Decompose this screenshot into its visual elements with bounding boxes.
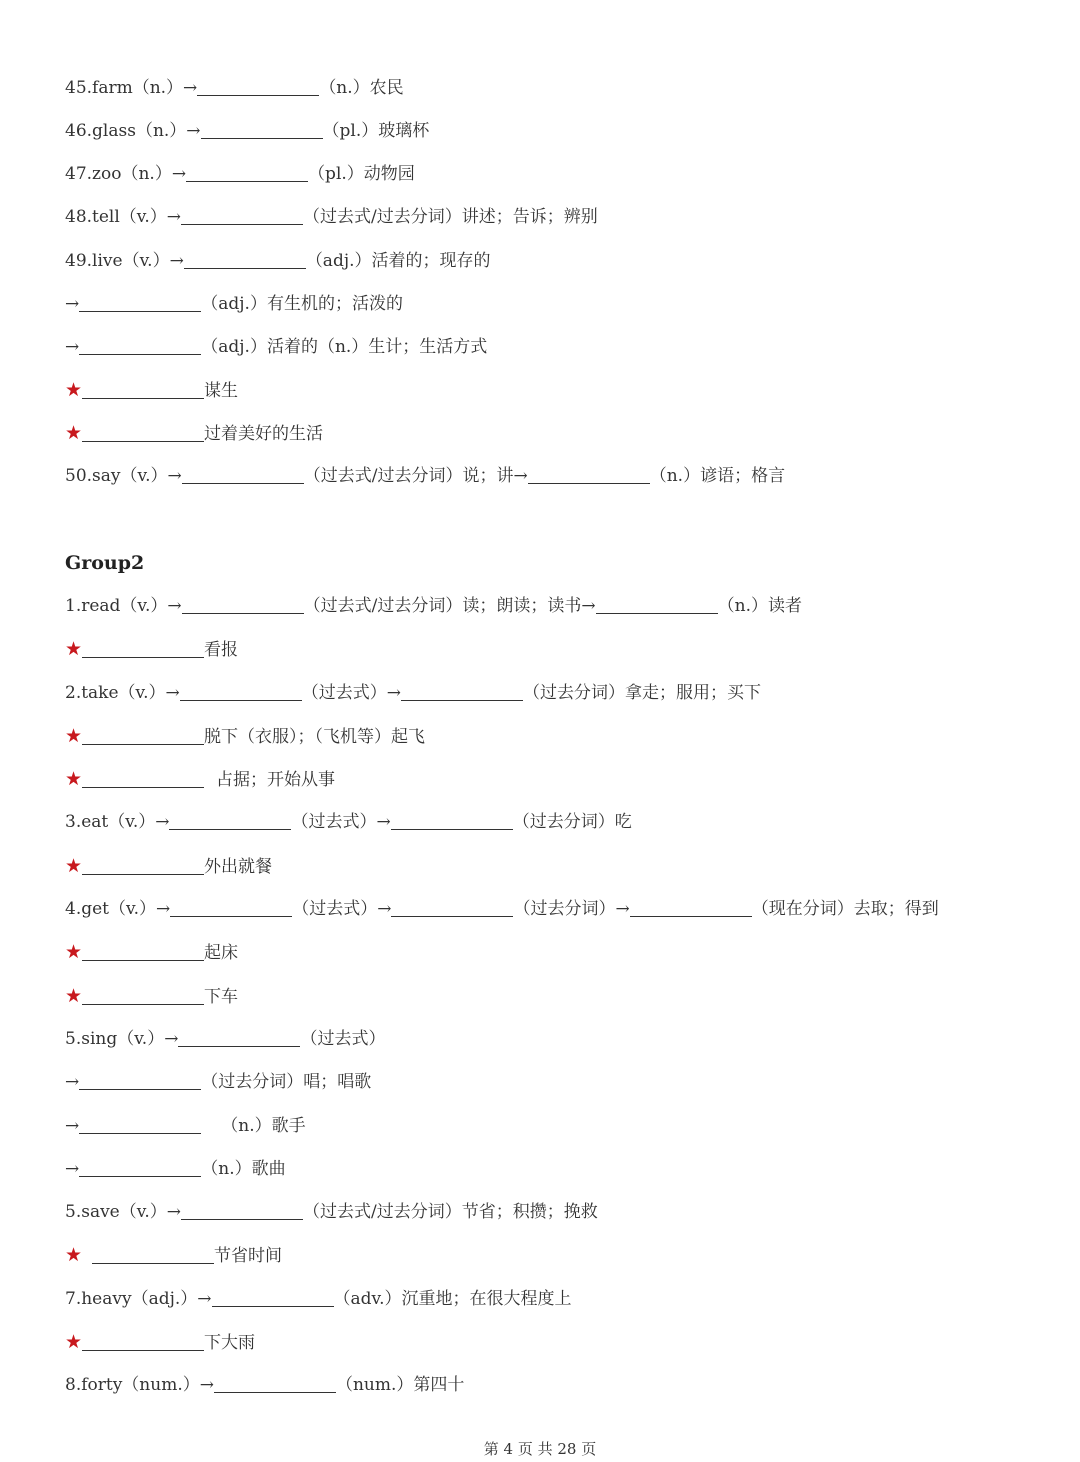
item-6: 5.save（v.）→ （过去式/过去分词）节省；积攒；挽救 [65, 1202, 598, 1222]
item-4-phrase-2: ★ 下车 [65, 985, 239, 1007]
answer-blank[interactable] [197, 78, 319, 96]
item-5-derived-3: → （n.）歌曲 [65, 1159, 286, 1179]
answer-blank[interactable] [82, 770, 204, 788]
answer-blank[interactable] [391, 812, 513, 830]
item-46: 46.glass（n.）→ （pl.）玻璃杯 [65, 121, 430, 141]
item-8: 8.forty（num.）→ （num.）第四十 [65, 1375, 465, 1395]
item-3-phrase: ★ 外出就餐 [65, 855, 273, 877]
star-icon: ★ [65, 768, 83, 790]
item-5-derived-1: → （过去分词）唱；唱歌 [65, 1072, 372, 1092]
answer-blank[interactable] [528, 466, 650, 484]
star-icon: ★ [65, 638, 83, 660]
answer-blank[interactable] [201, 121, 323, 139]
item-4-phrase-1: ★ 起床 [65, 941, 239, 963]
answer-blank[interactable] [184, 251, 306, 269]
answer-blank[interactable] [79, 337, 201, 355]
item-49-phrase-1: ★ 谋生 [65, 379, 239, 401]
item-7: 7.heavy（adj.）→ （adv.）沉重地；在很大程度上 [65, 1289, 572, 1309]
star-icon: ★ [65, 1331, 83, 1353]
item-7-phrase: ★ 下大雨 [65, 1331, 256, 1353]
answer-blank[interactable] [596, 596, 718, 614]
item-5-derived-2: → （n.）歌手 [65, 1116, 306, 1136]
answer-blank[interactable] [82, 943, 204, 961]
item-50: 50.say（v.）→ （过去式/过去分词）说；讲→ （n.）谚语；格言 [65, 466, 786, 486]
answer-blank[interactable] [186, 164, 308, 182]
star-icon: ★ [65, 379, 83, 401]
answer-blank[interactable] [182, 466, 304, 484]
answer-blank[interactable] [82, 857, 204, 875]
item-49-derived-1: → （adj.）有生机的；活泼的 [65, 294, 403, 314]
answer-blank[interactable] [181, 1202, 303, 1220]
item-2-phrase-1: ★ 脱下（衣服）；（飞机等）起飞 [65, 725, 426, 747]
item-47: 47.zoo（n.）→ （pl.）动物园 [65, 164, 415, 184]
star-icon: ★ [65, 985, 83, 1007]
answer-blank[interactable] [79, 1072, 201, 1090]
item-1-phrase: ★ 看报 [65, 638, 239, 660]
answer-blank[interactable] [169, 812, 291, 830]
star-icon: ★ [65, 422, 83, 444]
answer-blank[interactable] [82, 640, 204, 658]
answer-blank[interactable] [82, 987, 204, 1005]
answer-blank[interactable] [180, 683, 302, 701]
item-49: 49.live（v.）→ （adj.）活着的；现存的 [65, 251, 491, 271]
star-icon: ★ [65, 725, 83, 747]
answer-blank[interactable] [82, 1333, 204, 1351]
answer-blank[interactable] [79, 1116, 201, 1134]
answer-blank[interactable] [82, 424, 204, 442]
item-2-phrase-2: ★ 占据；开始从事 [65, 768, 336, 790]
star-icon: ★ [65, 1244, 83, 1266]
answer-blank[interactable] [170, 899, 292, 917]
star-icon: ★ [65, 941, 83, 963]
answer-blank[interactable] [630, 899, 752, 917]
answer-blank[interactable] [92, 1246, 214, 1264]
item-49-derived-2: → （adj.）活着的（n.）生计；生活方式 [65, 337, 488, 357]
answer-blank[interactable] [214, 1375, 336, 1393]
star-icon: ★ [65, 855, 83, 877]
item-45: 45.farm（n.）→ （n.）农民 [65, 78, 404, 98]
item-5: 5.sing（v.）→ （过去式） [65, 1029, 386, 1049]
group-heading: Group2 [65, 552, 145, 574]
item-2: 2.take（v.）→ （过去式）→ （过去分词）拿走；服用；买下 [65, 683, 762, 703]
item-48: 48.tell（v.）→ （过去式/过去分词）讲述；告诉；辨别 [65, 207, 598, 227]
answer-blank[interactable] [212, 1289, 334, 1307]
answer-blank[interactable] [178, 1029, 300, 1047]
item-4: 4.get（v.）→ （过去式）→ （过去分词）→ （现在分词）去取；得到 [65, 899, 939, 919]
page-number: 第 4 页 共 28 页 [483, 1440, 597, 1458]
item-6-phrase: ★ 节省时间 [65, 1244, 283, 1266]
answer-blank[interactable] [182, 596, 304, 614]
answer-blank[interactable] [401, 683, 523, 701]
answer-blank[interactable] [181, 207, 303, 225]
answer-blank[interactable] [391, 899, 513, 917]
answer-blank[interactable] [82, 727, 204, 745]
item-1: 1.read（v.）→ （过去式/过去分词）读；朗读；读书→ （n.）读者 [65, 596, 803, 616]
answer-blank[interactable] [79, 1159, 201, 1177]
answer-blank[interactable] [82, 381, 204, 399]
item-49-phrase-2: ★ 过着美好的生活 [65, 422, 324, 444]
item-3: 3.eat（v.）→ （过去式）→ （过去分词）吃 [65, 812, 632, 832]
answer-blank[interactable] [79, 294, 201, 312]
